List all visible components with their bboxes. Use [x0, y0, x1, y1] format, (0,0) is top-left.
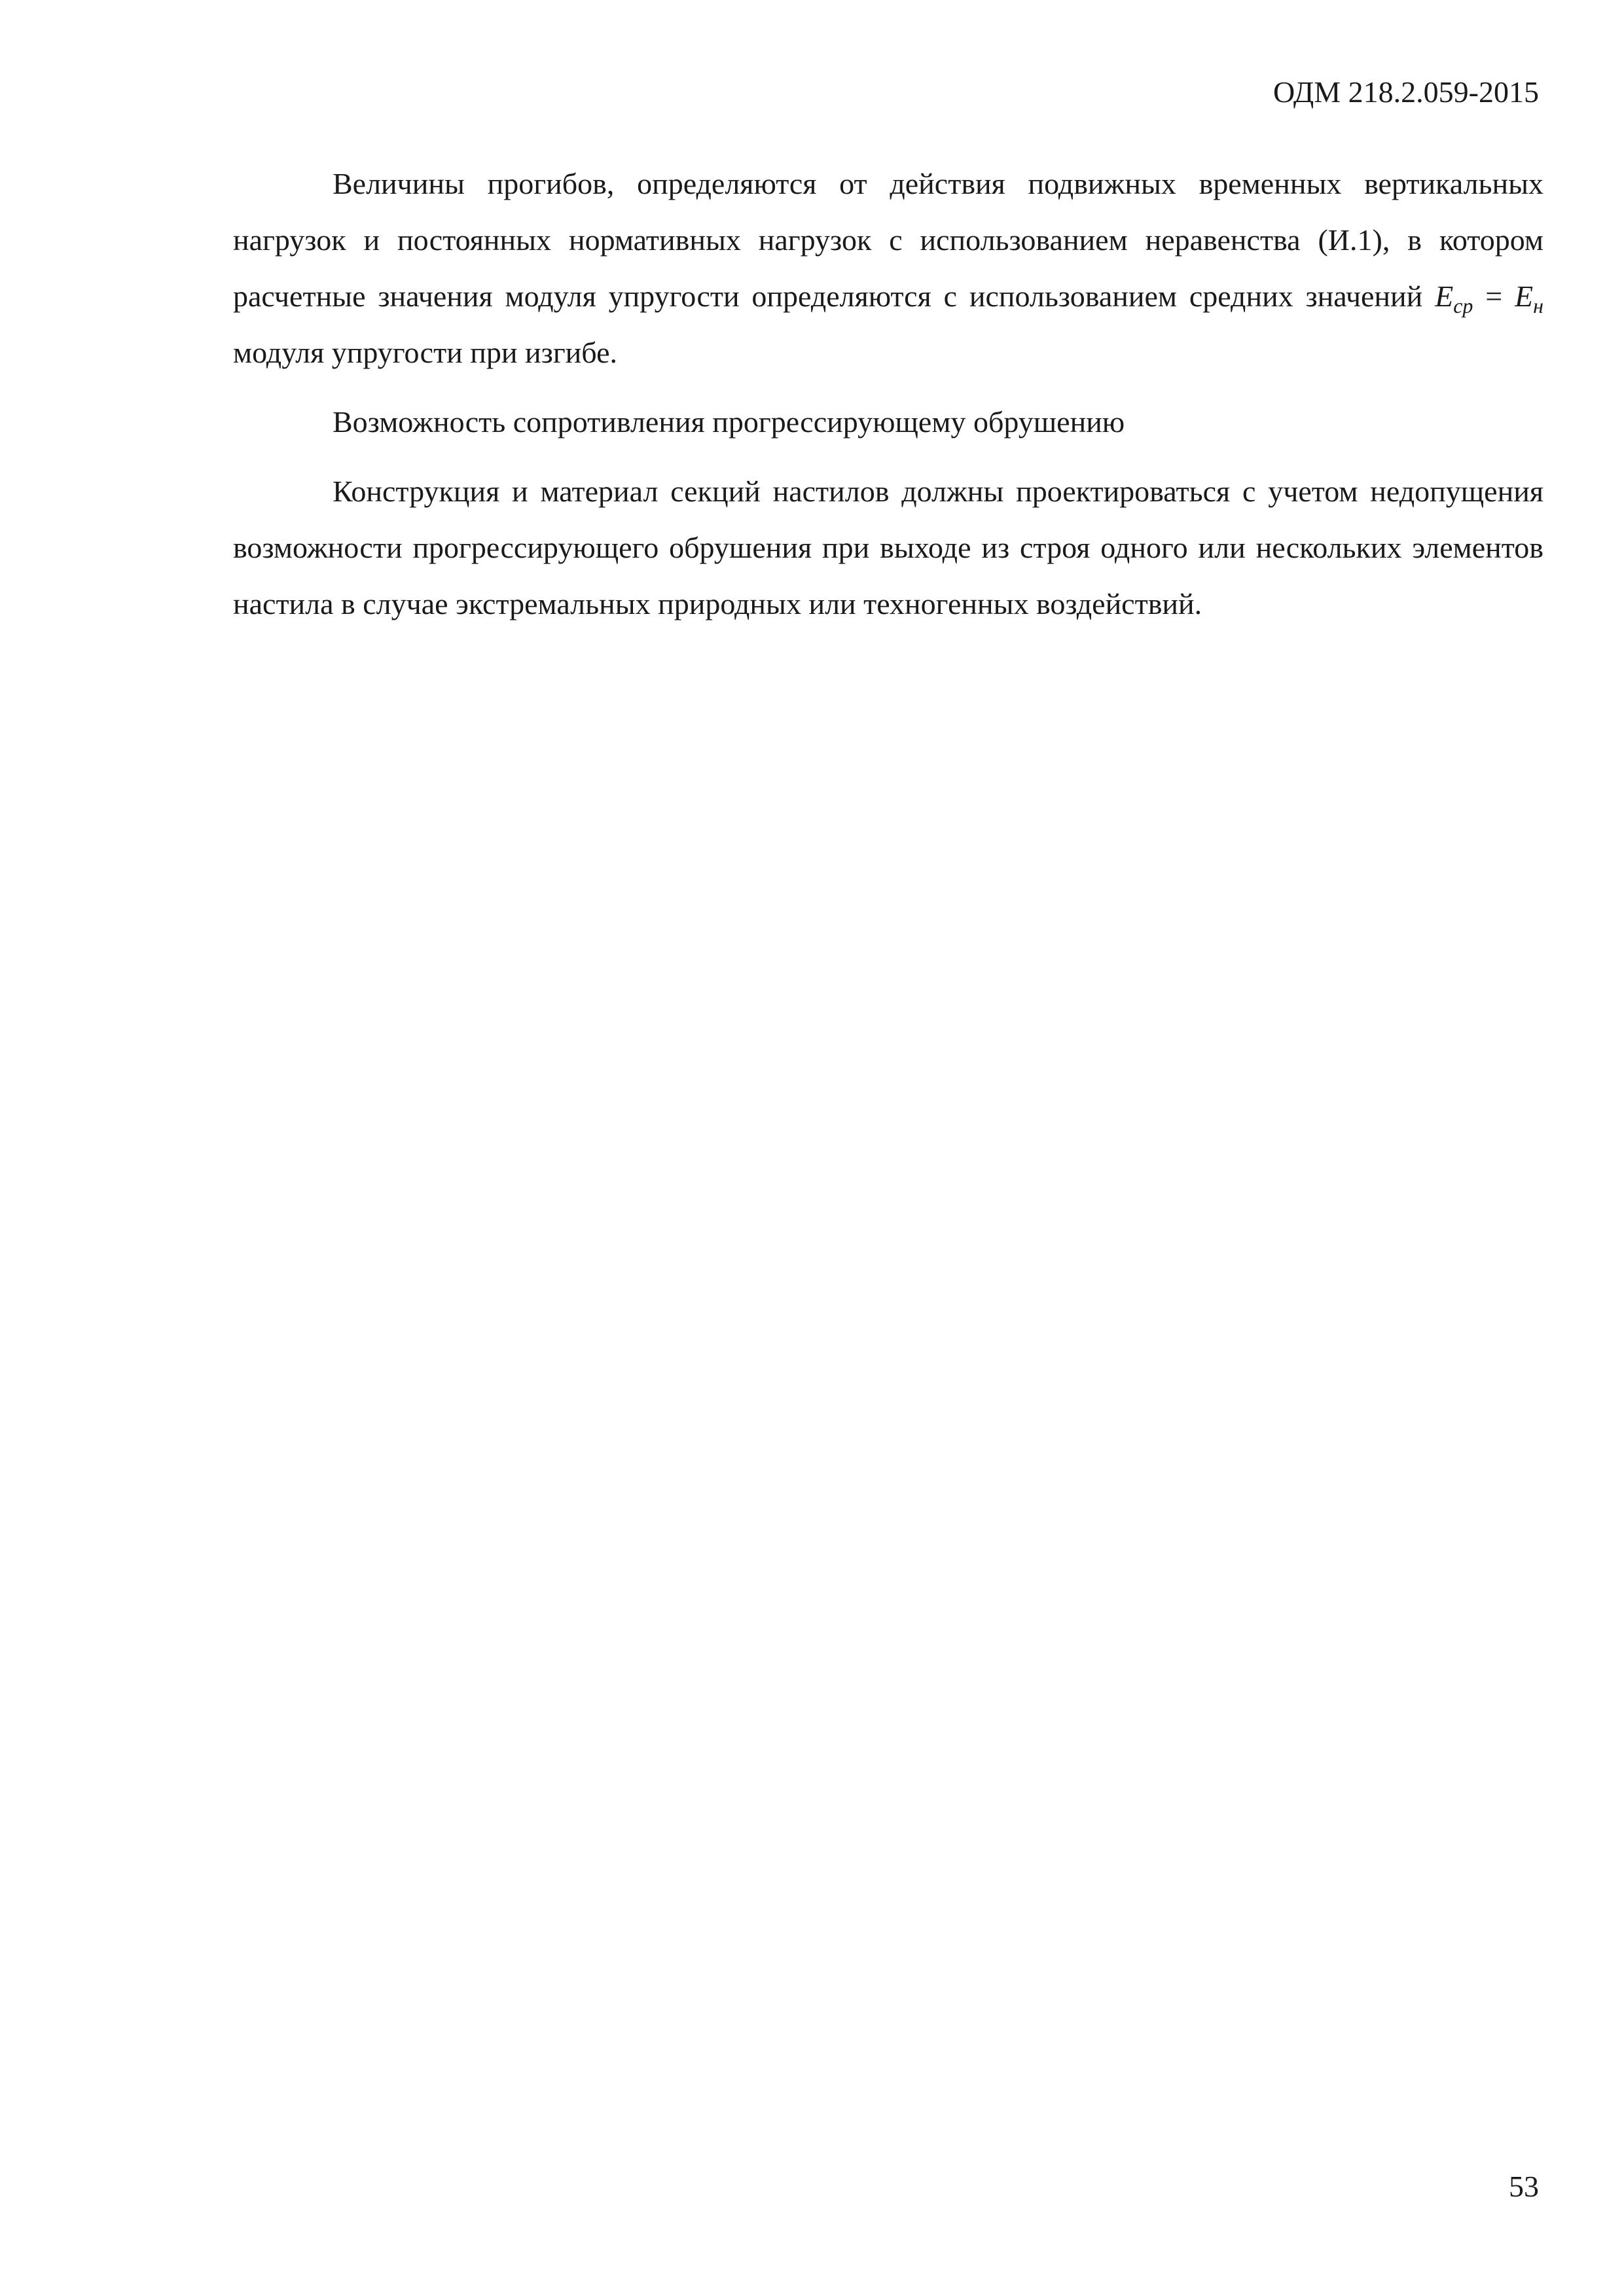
paragraph-construction: Конструкция и материал секций настилов должны проектироваться с учетом недопущения возможности прогрессирующего обрушения при выходе из строя одного или нескольких элементов настила в случае экстремальных природных или техногенных воздействий. — [233, 475, 1543, 620]
paragraph-deflections-text: Величины прогибов, определяются от действия подвижных временных вертикальных нагрузок и постоянных нормативных нагрузок с использованием неравенства (И.1), в котором расчетные значения модуля упругости определяются с использованием средних значений — [233, 167, 1543, 313]
page-content — [233, 156, 1543, 645]
section-heading-progressive-collapse: Возможность сопротивления прогрессирующему обрушению — [333, 405, 1125, 439]
formula-modulus-normative — [1515, 279, 1543, 317]
formula-subscript-avg: ср — [1453, 294, 1473, 317]
page-number: 53 — [1509, 2170, 1539, 2203]
document-code: ОДМ 218.2.059-2015 — [1272, 75, 1539, 109]
formula-equals: = — [1473, 279, 1515, 313]
formula-modulus — [1435, 279, 1473, 317]
formula-e-right: E — [1515, 279, 1534, 313]
paragraph-deflections — [233, 156, 1543, 381]
paragraph-deflections-tail: модуля упругости при изгибе. — [233, 336, 618, 369]
formula-subscript-norm: н — [1533, 294, 1543, 317]
formula-e-left: E — [1435, 279, 1454, 313]
